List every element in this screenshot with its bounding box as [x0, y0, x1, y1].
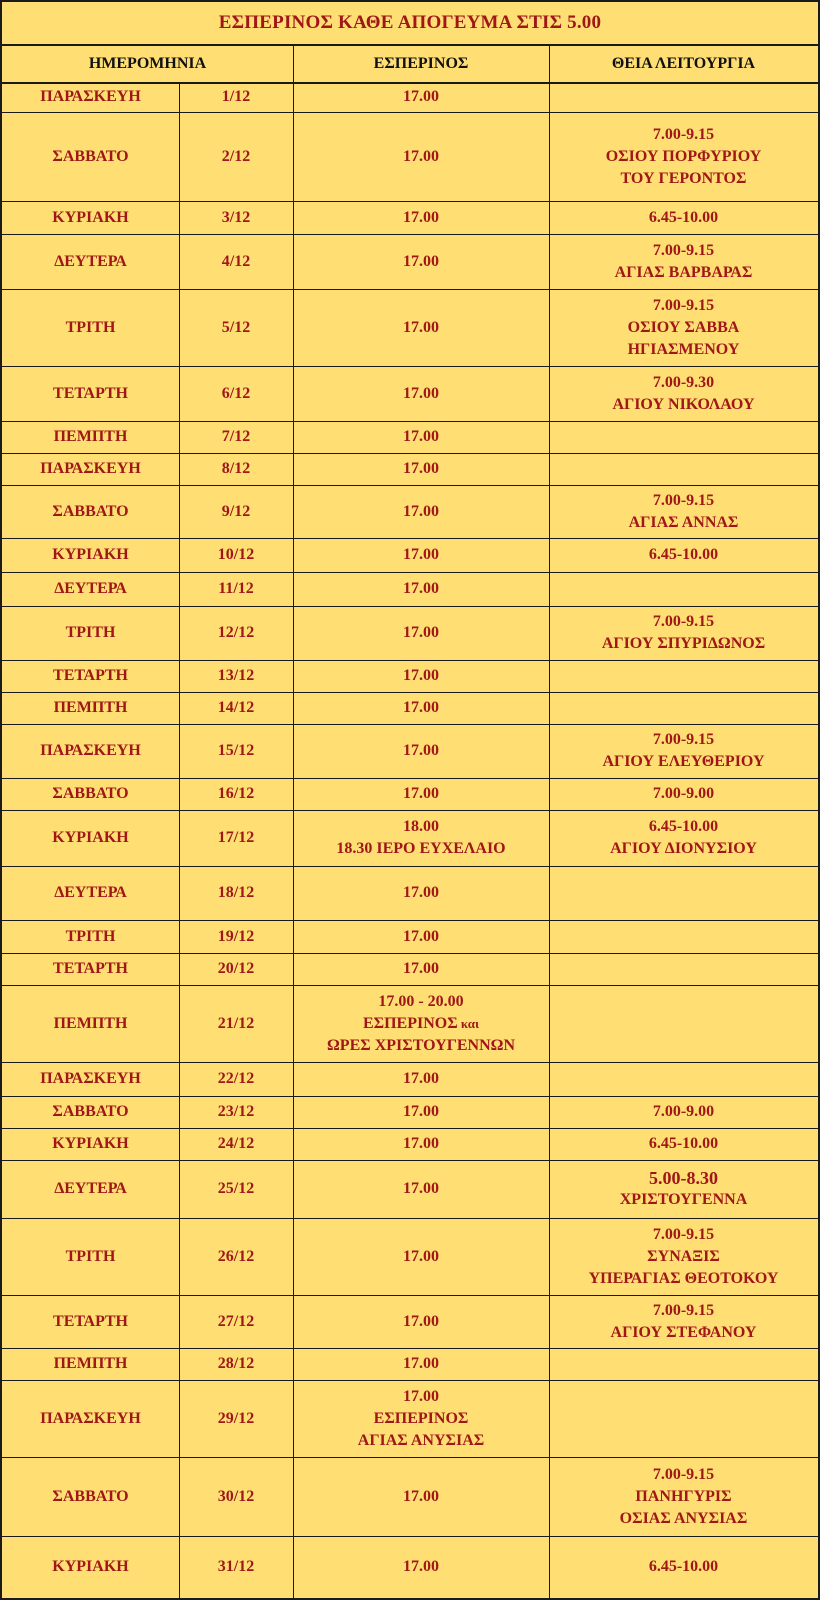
vespers-cell: [293, 953, 549, 985]
date-cell-line: 12/12: [217, 624, 255, 641]
date-cell-line: 13/12: [217, 667, 255, 684]
liturgy-cell-line: ΣΥΝΑΞΙΣ: [647, 1247, 720, 1265]
row-divider: [2, 692, 818, 693]
vespers-cell: [293, 724, 549, 778]
vespers-cell-line: 17.00: [403, 502, 439, 520]
vespers-cell-line: 17.00: [403, 88, 439, 105]
day-cell: [2, 201, 179, 234]
vespers-cell: [293, 234, 549, 289]
liturgy-cell-line: ΧΡΙΣΤΟΥΓΕΝΝΑ: [619, 1191, 748, 1208]
row-divider: [2, 1218, 818, 1219]
day-cell: [2, 421, 179, 453]
liturgy-cell: [549, 692, 818, 724]
vespers-cell-line: ΩΡΕΣ ΧΡΙΣΤΟΥΓΕΝΝΩΝ: [326, 1036, 516, 1054]
date-cell-line: 22/12: [217, 1070, 255, 1087]
vespers-cell: [293, 810, 549, 866]
header-liturgy: ΘΕΙΑ ΛΕΙΤΟΥΡΓΙΑ: [549, 46, 818, 84]
liturgy-cell-line: ΟΣΙΟΥ ΠΟΡΦΥΡΙΟΥ: [605, 147, 762, 165]
liturgy-cell-line: ΑΓΙΟΥ ΣΤΕΦΑΝΟΥ: [610, 1323, 757, 1341]
liturgy-cell: [549, 1457, 818, 1536]
row-divider: [2, 778, 818, 779]
row-divider: [2, 201, 818, 202]
day-cell-line: ΤΕΤΑΡΤΗ: [53, 1312, 128, 1330]
date-cell-line: 28/12: [217, 1355, 255, 1372]
date-cell-line: 14/12: [217, 699, 255, 716]
day-cell: [2, 1536, 179, 1598]
day-cell: [2, 1062, 179, 1096]
day-cell: [2, 810, 179, 866]
liturgy-cell-line: ΠΑΝΗΓΥΡΙΣ: [635, 1487, 732, 1505]
row-divider: [2, 1295, 818, 1296]
date-cell: [179, 201, 293, 234]
vespers-cell: [293, 606, 549, 660]
liturgy-cell: [549, 1536, 818, 1598]
liturgy-cell: [549, 1096, 818, 1128]
day-cell: [2, 1218, 179, 1295]
row-divider: [2, 810, 818, 811]
day-cell-line: ΠΑΡΑΣΚΕΥΗ: [40, 1070, 141, 1087]
day-cell-line: ΚΥΡΙΑΚΗ: [52, 546, 129, 563]
liturgy-cell-line: 6.45-10.00: [648, 818, 719, 835]
day-cell-line: ΚΥΡΙΑΚΗ: [52, 1558, 129, 1575]
day-cell-line: ΚΥΡΙΑΚΗ: [52, 1135, 129, 1152]
date-cell-line: 7/12: [221, 428, 251, 445]
row-divider: [2, 1536, 818, 1537]
date-cell: [179, 1218, 293, 1295]
date-cell-line: 27/12: [217, 1312, 255, 1330]
date-cell-line: 31/12: [217, 1558, 255, 1575]
liturgy-cell-line: ΑΓΙΑΣ ΒΑΡΒΑΡΑΣ: [614, 263, 753, 281]
vespers-conjunction: και: [457, 1015, 480, 1031]
liturgy-cell-line: ΥΠΕΡΑΓΙΑΣ ΘΕΟΤΟΚΟΥ: [588, 1269, 779, 1287]
liturgy-cell-line: ΑΓΙΑΣ ΑΝΝΑΣ: [628, 513, 739, 531]
date-cell: [179, 234, 293, 289]
day-cell-line: ΔΕΥΤΕΡΑ: [54, 580, 127, 597]
day-cell-line: ΤΡΙΤΗ: [65, 927, 116, 945]
day-cell-line: ΣΑΒΒΑΤΟ: [52, 1103, 129, 1120]
vespers-cell-line: 17.00: [403, 1355, 439, 1372]
vespers-cell: [293, 1536, 549, 1598]
day-cell-line: ΤΕΤΑΡΤΗ: [53, 384, 128, 402]
day-cell: [2, 82, 179, 112]
date-cell: [179, 82, 293, 112]
row-divider: [2, 572, 818, 573]
vespers-cell: [293, 366, 549, 421]
date-cell: [179, 953, 293, 985]
row-divider: [2, 606, 818, 607]
vespers-cell-line: 17.00: [403, 1070, 439, 1087]
liturgy-cell: [549, 1062, 818, 1096]
liturgy-cell: [549, 660, 818, 692]
vespers-cell: [293, 1096, 549, 1128]
day-cell-line: ΠΕΜΠΤΗ: [53, 1014, 128, 1032]
liturgy-cell-line: 7.00-9.15: [652, 296, 715, 314]
liturgy-cell-line: 7.00-9.15: [652, 125, 715, 143]
liturgy-cell-line: ΑΓΙΟΥ ΝΙΚΟΛΑΟΥ: [612, 395, 755, 413]
row-divider: [2, 421, 818, 422]
liturgy-cell: [549, 606, 818, 660]
date-cell: [179, 538, 293, 572]
vespers-cell-line: 17.00: [403, 318, 439, 336]
liturgy-cell-line: 5.00-8.30: [649, 1168, 718, 1188]
vespers-cell-line: ΕΣΠΕΡΙΝΟΣ και: [362, 1014, 480, 1032]
day-cell-line: ΚΥΡΙΑΚΗ: [52, 829, 129, 846]
liturgy-cell: [549, 234, 818, 289]
date-cell-line: 5/12: [221, 318, 251, 336]
liturgy-cell: [549, 1128, 818, 1160]
date-cell: [179, 421, 293, 453]
date-cell-line: 23/12: [217, 1103, 255, 1120]
vespers-cell: [293, 1295, 549, 1348]
vespers-cell-line: 17.00: [403, 384, 439, 402]
date-cell-line: 6/12: [221, 384, 251, 402]
day-cell: [2, 920, 179, 953]
liturgy-cell: [549, 810, 818, 866]
day-cell-line: ΤΡΙΤΗ: [65, 318, 116, 336]
vespers-cell-line: 17.00: [403, 742, 439, 759]
schedule-title: ΕΣΠΕΡΙΝΟΣ ΚΑΘΕ ΑΠΟΓΕΥΜΑ ΣΤΙΣ 5.00: [2, 2, 818, 46]
header-date: ΗΜΕΡΟΜΗΝΙΑ: [2, 46, 293, 84]
date-cell: [179, 1160, 293, 1218]
day-cell-line: ΠΑΡΑΣΚΕΥΗ: [40, 1409, 141, 1427]
day-cell: [2, 1295, 179, 1348]
liturgy-cell-line: ΤΟΥ ΓΕΡΟΝΤΟΣ: [620, 169, 747, 187]
date-cell: [179, 1062, 293, 1096]
day-cell-line: ΔΕΥΤΕΡΑ: [54, 1180, 127, 1197]
liturgy-cell: [549, 1348, 818, 1380]
vespers-cell: [293, 1160, 549, 1218]
date-cell: [179, 1380, 293, 1457]
day-cell: [2, 692, 179, 724]
row-divider: [2, 866, 818, 867]
date-cell: [179, 778, 293, 810]
liturgy-cell-line: 7.00-9.15: [652, 1301, 715, 1319]
day-cell-line: ΠΕΜΠΤΗ: [53, 699, 128, 716]
day-cell-line: ΠΕΜΠΤΗ: [53, 1355, 128, 1372]
date-cell-line: 25/12: [217, 1180, 255, 1197]
vespers-cell-line: 17.00: [403, 1247, 439, 1265]
vespers-cell: [293, 421, 549, 453]
liturgy-cell: [549, 82, 818, 112]
date-cell: [179, 985, 293, 1062]
liturgy-cell: [549, 778, 818, 810]
day-cell-line: ΠΑΡΑΣΚΕΥΗ: [40, 88, 141, 105]
liturgy-cell-line: 7.00-9.15: [652, 491, 715, 509]
row-divider: [2, 660, 818, 661]
row-divider: [2, 1160, 818, 1161]
vespers-cell-line: 17.00 - 20.00: [378, 992, 464, 1010]
liturgy-cell: [549, 866, 818, 920]
row-divider: [2, 920, 818, 921]
liturgy-cell: [549, 289, 818, 366]
date-cell-line: 10/12: [217, 546, 255, 563]
vespers-cell-line: 17.00: [403, 546, 439, 563]
vespers-cell: [293, 692, 549, 724]
day-cell-line: ΔΕΥΤΕΡΑ: [54, 252, 127, 270]
date-cell-line: 18/12: [217, 884, 255, 901]
vespers-cell-line: 17.00: [403, 960, 439, 977]
vespers-cell: [293, 538, 549, 572]
liturgy-cell: [549, 201, 818, 234]
liturgy-cell-line: 6.45-10.00: [648, 1558, 719, 1575]
vespers-cell: [293, 485, 549, 538]
day-cell-line: ΤΕΤΑΡΤΗ: [53, 667, 128, 684]
row-divider: [2, 234, 818, 235]
date-cell-line: 1/12: [221, 88, 251, 105]
date-cell-line: 11/12: [218, 580, 254, 597]
day-cell: [2, 1348, 179, 1380]
date-cell: [179, 692, 293, 724]
vespers-cell: [293, 1457, 549, 1536]
vespers-cell: [293, 1062, 549, 1096]
row-divider: [2, 1062, 818, 1063]
liturgy-cell-line: 7.00-9.30: [652, 373, 715, 391]
day-cell: [2, 1128, 179, 1160]
vespers-cell-line: 17.00: [403, 1180, 439, 1197]
liturgy-cell-line: ΑΓΙΟΥ ΣΠΥΡΙΔΩΝΟΣ: [601, 635, 766, 652]
day-cell-line: ΠΕΜΠΤΗ: [53, 428, 128, 445]
day-cell: [2, 953, 179, 985]
day-cell: [2, 724, 179, 778]
row-divider: [2, 1380, 818, 1381]
day-cell: [2, 366, 179, 421]
vespers-cell-line: 18.30 ΙΕΡΟ ΕΥΧΕΛΑΙΟ: [336, 840, 506, 857]
liturgy-cell-line: 7.00-9.15: [652, 731, 715, 748]
day-cell: [2, 289, 179, 366]
day-cell: [2, 866, 179, 920]
vespers-cell-line: 17.00: [403, 624, 439, 641]
day-cell: [2, 485, 179, 538]
liturgy-cell: [549, 724, 818, 778]
date-cell: [179, 1457, 293, 1536]
row-divider: [2, 1096, 818, 1097]
vespers-cell: [293, 82, 549, 112]
liturgy-cell: [549, 985, 818, 1062]
header-vespers: ΕΣΠΕΡΙΝΟΣ: [293, 46, 549, 84]
vespers-cell-line: 17.00: [403, 1103, 439, 1120]
liturgy-cell: [549, 538, 818, 572]
row-divider: [2, 724, 818, 725]
row-divider: [2, 485, 818, 486]
date-cell: [179, 920, 293, 953]
row-divider: [2, 289, 818, 290]
day-cell-line: ΤΕΤΑΡΤΗ: [53, 960, 128, 977]
col-divider: [179, 82, 180, 1598]
liturgy-cell: [549, 1380, 818, 1457]
vespers-cell: [293, 572, 549, 606]
day-cell: [2, 985, 179, 1062]
liturgy-cell-line: 6.45-10.00: [648, 1135, 719, 1152]
date-cell: [179, 1348, 293, 1380]
vespers-cell-line: 18.00: [403, 818, 439, 835]
day-cell: [2, 1160, 179, 1218]
row-divider: [2, 538, 818, 539]
vespers-cell-line: 17.00: [403, 580, 439, 597]
day-cell-line: ΣΑΒΒΑΤΟ: [52, 147, 129, 165]
vespers-cell-line: ΕΣΠΕΡΙΝΟΣ: [373, 1409, 469, 1427]
liturgy-cell: [549, 366, 818, 421]
date-cell-line: 16/12: [217, 785, 255, 802]
date-cell-line: 3/12: [221, 208, 251, 226]
date-cell: [179, 1295, 293, 1348]
vespers-cell: [293, 778, 549, 810]
day-cell: [2, 538, 179, 572]
date-cell: [179, 289, 293, 366]
day-cell-line: ΤΡΙΤΗ: [65, 1247, 116, 1265]
vespers-cell-line: 17.00: [403, 1312, 439, 1330]
vespers-cell-line: 17.00: [403, 1558, 439, 1575]
vespers-cell-line: 17.00: [403, 252, 439, 270]
liturgy-cell-line: 6.45-10.00: [648, 208, 719, 226]
vespers-cell: [293, 201, 549, 234]
row-divider: [2, 1457, 818, 1458]
liturgy-cell-line: ΑΓΙΟΥ ΔΙΟΝΥΣΙΟΥ: [610, 840, 757, 857]
vespers-cell: [293, 1218, 549, 1295]
liturgy-cell-line: ΟΣΙΟΥ ΣΑΒΒΑ: [627, 318, 740, 336]
liturgy-cell: [549, 453, 818, 485]
vespers-cell-line: 17.00: [403, 927, 439, 945]
liturgy-cell-line: ΑΓΙΟΥ ΕΛΕΥΘΕΡΙΟΥ: [602, 753, 765, 770]
day-cell-line: ΠΑΡΑΣΚΕΥΗ: [40, 460, 141, 477]
vespers-cell-line: 17.00: [403, 147, 439, 165]
day-cell: [2, 660, 179, 692]
liturgy-cell-line: 6.45-10.00: [648, 546, 719, 563]
day-cell: [2, 778, 179, 810]
date-cell: [179, 453, 293, 485]
date-cell-line: 15/12: [217, 742, 255, 759]
day-cell: [2, 1096, 179, 1128]
row-divider: [2, 366, 818, 367]
date-cell-line: 29/12: [217, 1409, 255, 1427]
day-cell: [2, 1380, 179, 1457]
vespers-cell: [293, 660, 549, 692]
vespers-cell: [293, 289, 549, 366]
day-cell: [2, 1457, 179, 1536]
date-cell-line: 9/12: [221, 502, 251, 520]
day-cell: [2, 234, 179, 289]
date-cell: [179, 1096, 293, 1128]
col-divider: [549, 46, 550, 1598]
vespers-cell-line: 17.00: [403, 699, 439, 716]
vespers-cell: [293, 453, 549, 485]
liturgy-cell: [549, 1160, 818, 1218]
row-divider: [2, 985, 818, 986]
vespers-cell: [293, 112, 549, 201]
day-cell: [2, 453, 179, 485]
liturgy-cell: [549, 920, 818, 953]
day-cell-line: ΚΥΡΙΑΚΗ: [52, 208, 129, 226]
date-cell: [179, 1128, 293, 1160]
date-cell: [179, 112, 293, 201]
date-cell-line: 26/12: [217, 1247, 255, 1265]
day-cell-line: ΣΑΒΒΑΤΟ: [52, 502, 129, 520]
liturgy-cell-line: ΟΣΙΑΣ ΑΝΥΣΙΑΣ: [619, 1509, 748, 1527]
date-cell-line: 2/12: [221, 147, 251, 165]
date-cell: [179, 810, 293, 866]
liturgy-cell-line: 7.00-9.15: [652, 613, 715, 630]
row-divider: [2, 1128, 818, 1129]
day-cell-line: ΣΑΒΒΑΤΟ: [52, 785, 129, 802]
day-cell: [2, 112, 179, 201]
row-divider: [2, 112, 818, 113]
vespers-cell-line: 17.00: [403, 884, 439, 901]
date-cell: [179, 1536, 293, 1598]
vespers-cell: [293, 1128, 549, 1160]
date-cell-line: 21/12: [217, 1014, 255, 1032]
vespers-cell: [293, 985, 549, 1062]
vespers-cell-line: 17.00: [403, 1135, 439, 1152]
date-cell: [179, 606, 293, 660]
date-cell-line: 20/12: [217, 960, 255, 977]
vespers-cell-line: 17.00: [403, 460, 439, 477]
date-cell-line: 4/12: [221, 252, 251, 270]
liturgy-cell-line: 7.00-9.15: [652, 1465, 715, 1483]
day-cell: [2, 606, 179, 660]
row-divider: [2, 1348, 818, 1349]
date-cell: [179, 485, 293, 538]
day-cell-line: ΤΡΙΤΗ: [65, 624, 116, 641]
vespers-cell-line: 17.00: [403, 1487, 439, 1505]
vespers-cell: [293, 1380, 549, 1457]
day-cell-line: ΔΕΥΤΕΡΑ: [54, 884, 127, 901]
day-cell-line: ΠΑΡΑΣΚΕΥΗ: [40, 742, 141, 759]
vespers-cell-line: 17.00: [403, 785, 439, 802]
liturgy-cell: [549, 485, 818, 538]
vespers-cell-line: 17.00: [403, 208, 439, 226]
col-divider: [293, 46, 294, 1598]
liturgy-cell: [549, 421, 818, 453]
row-divider: [2, 453, 818, 454]
row-divider: [2, 953, 818, 954]
liturgy-cell-line: 7.00-9.00: [652, 785, 715, 802]
date-cell: [179, 572, 293, 606]
day-cell: [2, 572, 179, 606]
liturgy-cell: [549, 1295, 818, 1348]
liturgy-cell: [549, 953, 818, 985]
vespers-cell-line: ΑΓΙΑΣ ΑΝΥΣΙΑΣ: [357, 1431, 485, 1449]
liturgy-cell: [549, 572, 818, 606]
liturgy-cell: [549, 112, 818, 201]
date-cell-line: 24/12: [217, 1135, 255, 1152]
liturgy-cell-line: ΗΓΙΑΣΜΕΝΟΥ: [627, 340, 740, 358]
date-cell: [179, 660, 293, 692]
vespers-cell-line: 17.00: [403, 428, 439, 445]
liturgy-cell-line: 7.00-9.00: [652, 1103, 715, 1120]
date-cell: [179, 724, 293, 778]
liturgy-cell-line: 7.00-9.15: [652, 241, 715, 259]
liturgy-cell: [549, 1218, 818, 1295]
date-cell-line: 30/12: [217, 1487, 255, 1505]
vespers-cell: [293, 920, 549, 953]
date-cell-line: 8/12: [221, 460, 251, 477]
vespers-cell: [293, 1348, 549, 1380]
date-cell-line: 17/12: [217, 829, 255, 846]
date-cell: [179, 866, 293, 920]
vespers-cell: [293, 866, 549, 920]
date-cell-line: 19/12: [217, 927, 255, 945]
vespers-cell-line: 17.00: [403, 1387, 439, 1405]
day-cell-line: ΣΑΒΒΑΤΟ: [52, 1487, 129, 1505]
liturgy-cell-line: 7.00-9.15: [652, 1225, 715, 1243]
date-cell: [179, 366, 293, 421]
vespers-cell-line: 17.00: [403, 667, 439, 684]
